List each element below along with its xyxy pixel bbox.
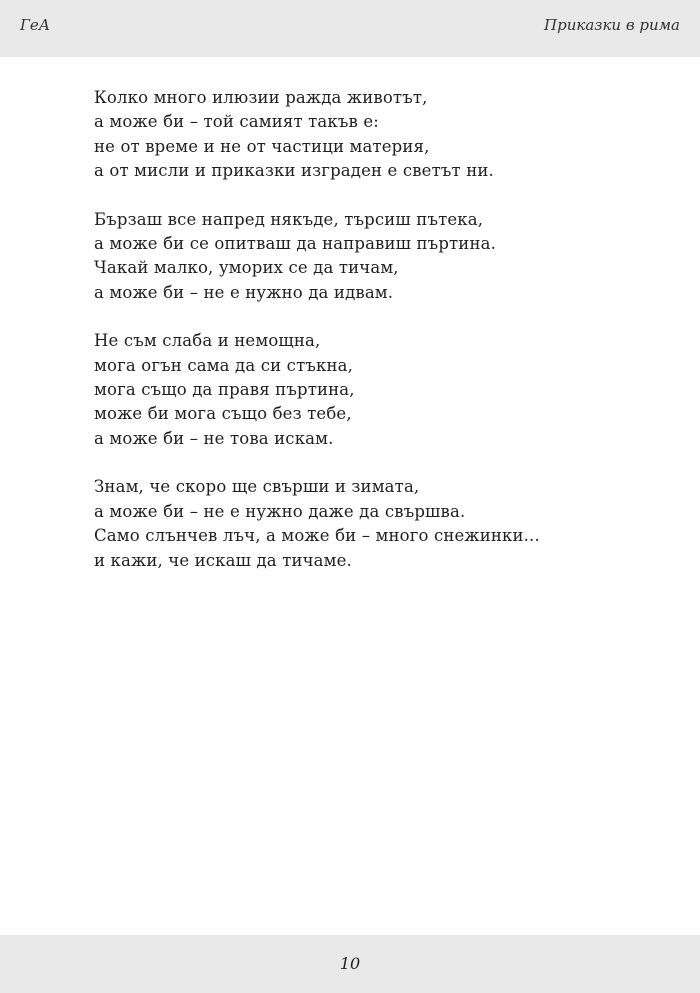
poem-line: Бързаш все напред някъде, търсиш пътека, [94, 209, 484, 229]
poem-line: а може би – не това искам. [94, 428, 334, 448]
page-footer [0, 935, 700, 993]
poem-line: Знам, че скоро ще свърши и зимата, [94, 477, 420, 497]
poem-line: Колко много илюзии ражда животът, [94, 88, 428, 107]
poem-line: мога огън сама да си стъкна, [94, 355, 353, 375]
poem-line: Чакай малко, уморих се да тичам, [94, 258, 399, 278]
poem-body [94, 86, 654, 597]
poem-line: мога също да правя пъртина, [94, 380, 355, 400]
poem-line: Не съм слаба и немощна, [94, 331, 321, 351]
poem-line: не от време и не от частици материя, [94, 136, 430, 156]
page-number: 10 [339, 954, 361, 973]
poem-line: може би мога също без тебе, [94, 404, 352, 424]
page-header [0, 0, 700, 57]
poem-line: а може би – не е нужно даже да свършва. [94, 501, 466, 521]
stanza-4 [94, 475, 654, 573]
poem-line: и кажи, че искаш да тичаме. [94, 550, 352, 570]
poem-line: а от мисли и приказки изграден е светът ни. [94, 161, 494, 181]
poem-line: а може би се опитваш да направиш пъртина. [94, 234, 496, 254]
poem-line: а може би – той самият такъв е: [94, 112, 379, 132]
header-book-title: Приказки в рима [544, 16, 680, 34]
poem-line: а може би – не е нужно да идвам. [94, 282, 394, 302]
poem-line: Само слънчев лъч, а може би – много снежинки... [94, 526, 540, 546]
header-author: ГеА [20, 16, 51, 34]
stanza-1 [94, 86, 654, 184]
stanza-2 [94, 208, 654, 306]
stanza-3 [94, 329, 654, 451]
